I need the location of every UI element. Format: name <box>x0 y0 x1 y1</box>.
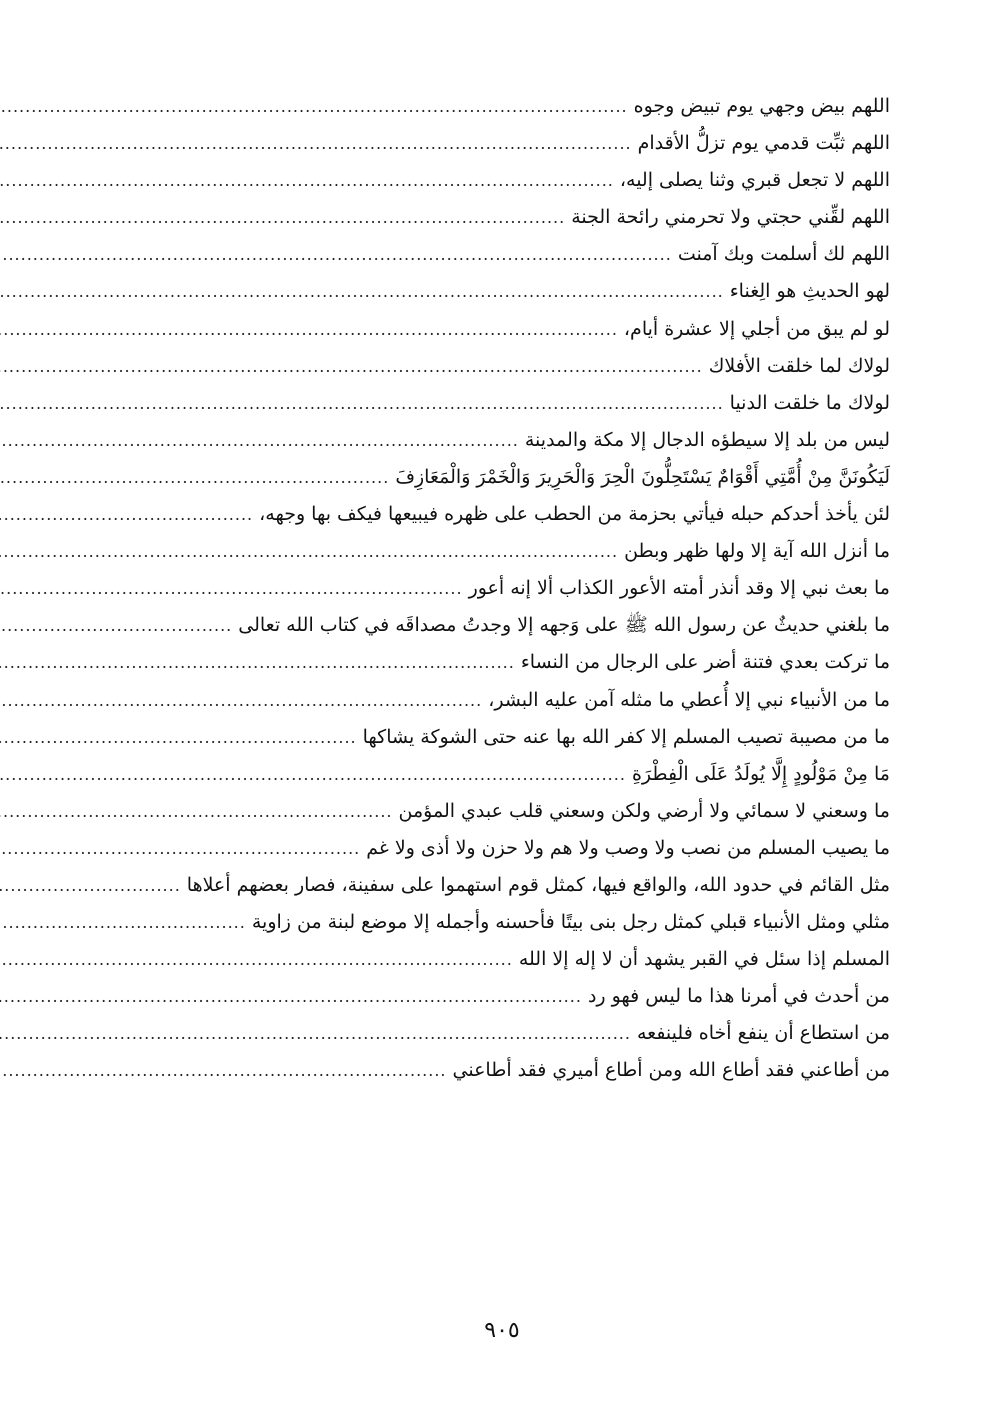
entry-text: ما أنزل الله آية إلا ولها ظهر وبطن <box>624 540 890 563</box>
entry-text: ما بلغني حديثٌ عن رسول الله ﷺ على وَجهه إلا وجدتُ مصداقَه في كتاب الله تعالى <box>238 614 890 637</box>
index-entry <box>100 867 890 904</box>
entry-text: مثل القائم في حدود الله، والواقع فيها، كمثل قوم استهموا على سفينة، فصار بعضهم أعلاها <box>186 873 890 896</box>
dot-leader <box>0 682 482 719</box>
entry-text: من أطاعني فقد أطاع الله ومن أطاع أميري فقد أطاعني <box>452 1059 890 1082</box>
entry-text: مثلي ومثل الأنبياء قبلي كمثل رجل بنى بيتًا فأحسنه وأجمله إلا موضع لبنة من زاوية <box>251 911 890 934</box>
entry-text: اللهم لقِّني حجتي ولا تحرمني رائحة الجنة <box>571 206 890 229</box>
dot-leader <box>0 1052 447 1089</box>
entry-text: ما يصيب المسلم من نصب ولا وصب ولا هم ولا حزن ولا أذى ولا غم <box>366 836 890 859</box>
index-entry <box>100 570 890 607</box>
index-entry <box>100 830 890 867</box>
index-entry <box>100 978 890 1015</box>
dot-leader <box>0 533 618 570</box>
dot-leader <box>0 236 672 273</box>
index-entry <box>100 162 890 199</box>
dot-leader <box>0 756 626 793</box>
dot-leader <box>0 199 565 236</box>
dot-leader <box>0 311 618 348</box>
dot-leader <box>0 1015 631 1052</box>
index-entry <box>100 496 890 533</box>
entry-text: لَيَكُونَنَّ مِنْ أُمَّتِي أَقْوَامٌ يَسْتَحِلُّونَ الْحِرَ وَالْحَرِيرَ وَالْخَمْرَ وَالْمَعَازِفَ <box>395 465 890 488</box>
dot-leader <box>0 459 389 496</box>
dot-leader <box>0 125 632 162</box>
entry-text: المسلم إذا سئل في القبر يشهد أن لا إله إلا الله <box>518 948 890 971</box>
index-entry <box>100 422 890 459</box>
dot-leader <box>0 607 232 644</box>
index-entry <box>100 1052 890 1089</box>
entry-text: لئن يأخذ أحدكم حبله فيأتي بحزمة من الحطب على ظهره فيبيعها فيكف بها وجهه، <box>259 503 890 526</box>
entry-text: ما من الأنبياء نبي إلا أُعطي ما مثله آمن عليه البشر، <box>488 688 890 711</box>
entry-text: من أحدث في أمرنا هذا ما ليس فهو رد <box>587 985 890 1008</box>
index-entry <box>100 904 890 941</box>
index-entry <box>100 756 890 793</box>
entry-text: ما بعث نبي إلا وقد أنذر أمته الأعور الكذاب ألا إنه أعور <box>468 577 890 600</box>
entry-text: اللهم ثبِّت قدمي يوم تزلُّ الأقدام <box>637 132 890 155</box>
entry-text: ما من مصيبة تصيب المسلم إلا كفر الله بها عنه حتى الشوكة يشاكها <box>362 725 890 748</box>
index-entry <box>100 533 890 570</box>
index-entry <box>100 311 890 348</box>
index-entry <box>100 607 890 644</box>
dot-leader <box>0 422 519 459</box>
dot-leader <box>0 348 703 385</box>
page-number: ٩٠٥ <box>484 1318 520 1343</box>
entry-text: ما تركت بعدي فتنة أضر على الرجال من النساء <box>520 651 890 674</box>
index-entry <box>100 459 890 496</box>
index-entry <box>100 644 890 681</box>
entry-text: اللهم لا تجعل قبري وثنا يصلى إليه، <box>619 169 890 192</box>
dot-leader <box>0 644 515 681</box>
entry-text: ما وسعني لا سمائي ولا أرضي ولكن وسعني قلب عبدي المؤمن <box>398 799 890 822</box>
index-entry <box>100 682 890 719</box>
dot-leader <box>0 719 357 756</box>
entry-text: اللهم لك أسلمت وبك آمنت <box>677 243 890 266</box>
dot-leader <box>0 904 246 941</box>
dot-leader <box>0 978 582 1015</box>
index-entry <box>100 385 890 422</box>
dot-leader <box>0 941 513 978</box>
index-entry <box>100 199 890 236</box>
index-entry <box>100 719 890 756</box>
hadith-index-list <box>100 88 890 1090</box>
entry-text: لولاك لما خلقت الأفلاك <box>708 354 890 377</box>
entry-text: ليس من بلد إلا سيطؤه الدجال إلا مكة والمدينة <box>524 428 890 451</box>
dot-leader <box>0 162 614 199</box>
index-entry <box>100 88 890 125</box>
index-entry <box>100 1015 890 1052</box>
dot-leader <box>0 570 463 607</box>
index-entry <box>100 273 890 310</box>
entry-text: اللهم بيض وجهي يوم تبيض وجوه <box>633 95 890 117</box>
entry-text: لو لم يبق من أجلي إلا عشرة أيام، <box>623 317 890 340</box>
entry-text: من استطاع أن ينفع أخاه فلينفعه <box>636 1022 890 1045</box>
dot-leader <box>0 385 724 422</box>
dot-leader <box>0 496 253 533</box>
dot-leader <box>0 867 181 904</box>
index-entry <box>100 348 890 385</box>
entry-text: مَا مِنْ مَوْلُودٍ إِلَّا يُولَدُ عَلَى الْفِطْرَةِ <box>631 762 890 785</box>
dot-leader <box>0 88 628 125</box>
index-entry <box>100 793 890 830</box>
index-entry <box>100 125 890 162</box>
dot-leader <box>0 273 724 310</box>
dot-leader <box>0 793 393 830</box>
index-entry <box>100 941 890 978</box>
index-entry <box>100 236 890 273</box>
entry-text: لولاك ما خلقت الدنيا <box>729 391 890 414</box>
dot-leader <box>0 830 360 867</box>
entry-text: لهو الحديثِ هو الِغناء <box>729 280 890 303</box>
